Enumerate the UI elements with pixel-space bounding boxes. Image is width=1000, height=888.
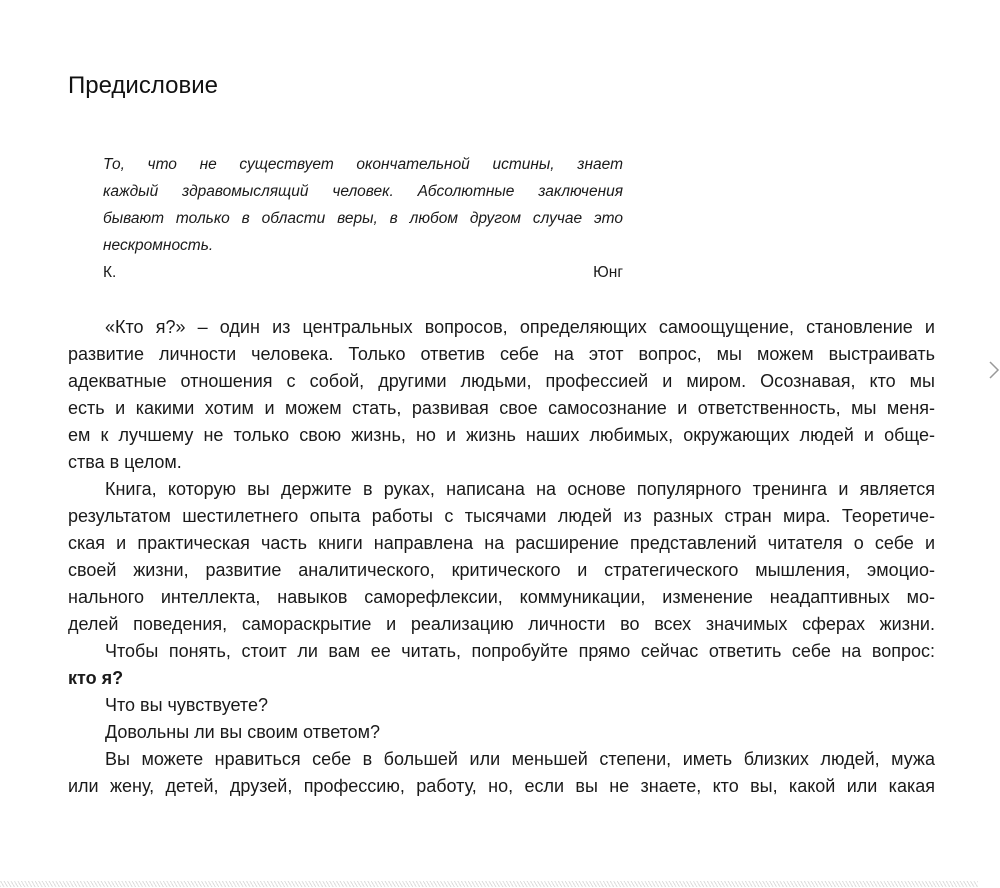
body-line: Книга, которую вы держите в руках, написана на основе популярного тренинга и является: [105, 479, 935, 499]
epigraph: [103, 151, 623, 286]
body-line: Довольны ли вы своим ответом?: [105, 722, 381, 742]
body-line: нального интеллекта, навыков саморефлексии, коммуникации, изменение неадаптивных мо-: [68, 587, 935, 607]
chevron-right-icon: [988, 358, 1000, 382]
epigraph-author: К. Юнг: [103, 264, 623, 281]
body-line: ская и практическая часть книги направлена на расширение представлений читателя о себе и: [68, 533, 935, 553]
body-line: результатом шестилетнего опыта работы с тысячами людей из разных стран мира. Теоретиче-: [68, 506, 935, 526]
page-title: Предисловие: [68, 72, 218, 99]
bottom-scroll-strip: [0, 881, 978, 887]
body-line: кто я?: [68, 668, 124, 688]
body-line: есть и какими хотим и можем стать, развивая свое самосознание и ответственность, мы меня-: [68, 398, 935, 418]
body-line: Вы можете нравиться себе в большей или меньшей степени, иметь близких людей, мужа: [105, 749, 935, 769]
epigraph-line: То, что не существует окончательной истины, знает: [103, 156, 623, 173]
body-line: Что вы чувствуете?: [105, 695, 268, 715]
epigraph-line: нескромность.: [103, 237, 214, 254]
body-text: [68, 314, 935, 800]
body-line: делей поведения, самораскрытие и реализацию личности во всех значимых сферах жизни.: [68, 614, 935, 634]
epigraph-line: каждый здравомыслящий человек. Абсолютные заключения: [103, 183, 623, 200]
body-line: или жену, детей, друзей, профессию, работу, но, если вы не знаете, кто вы, какой или какая: [68, 776, 935, 796]
next-page-button[interactable]: [988, 358, 1000, 382]
body-line: своей жизни, развитие аналитического, критического и стратегического мышления, эмоцио-: [68, 560, 935, 580]
body-line: «Кто я?» – один из центральных вопросов, определяющих самоощущение, становление и: [105, 317, 935, 337]
epigraph-line: бывают только в области веры, в любом другом случае это: [103, 210, 623, 227]
body-line: Чтобы понять, стоит ли вам ее читать, попробуйте прямо сейчас ответить себе на вопрос:: [105, 641, 935, 661]
body-line: ства в целом.: [68, 452, 182, 472]
body-line: адекватные отношения с собой, другими людьми, профессией и миром. Осознавая, кто мы: [68, 371, 935, 391]
body-line: развитие личности человека. Только ответив себе на этот вопрос, мы можем выстраивать: [68, 344, 935, 364]
body-line: ем к лучшему не только свою жизнь, но и жизнь наших любимых, окружающих людей и обще-: [68, 425, 935, 445]
